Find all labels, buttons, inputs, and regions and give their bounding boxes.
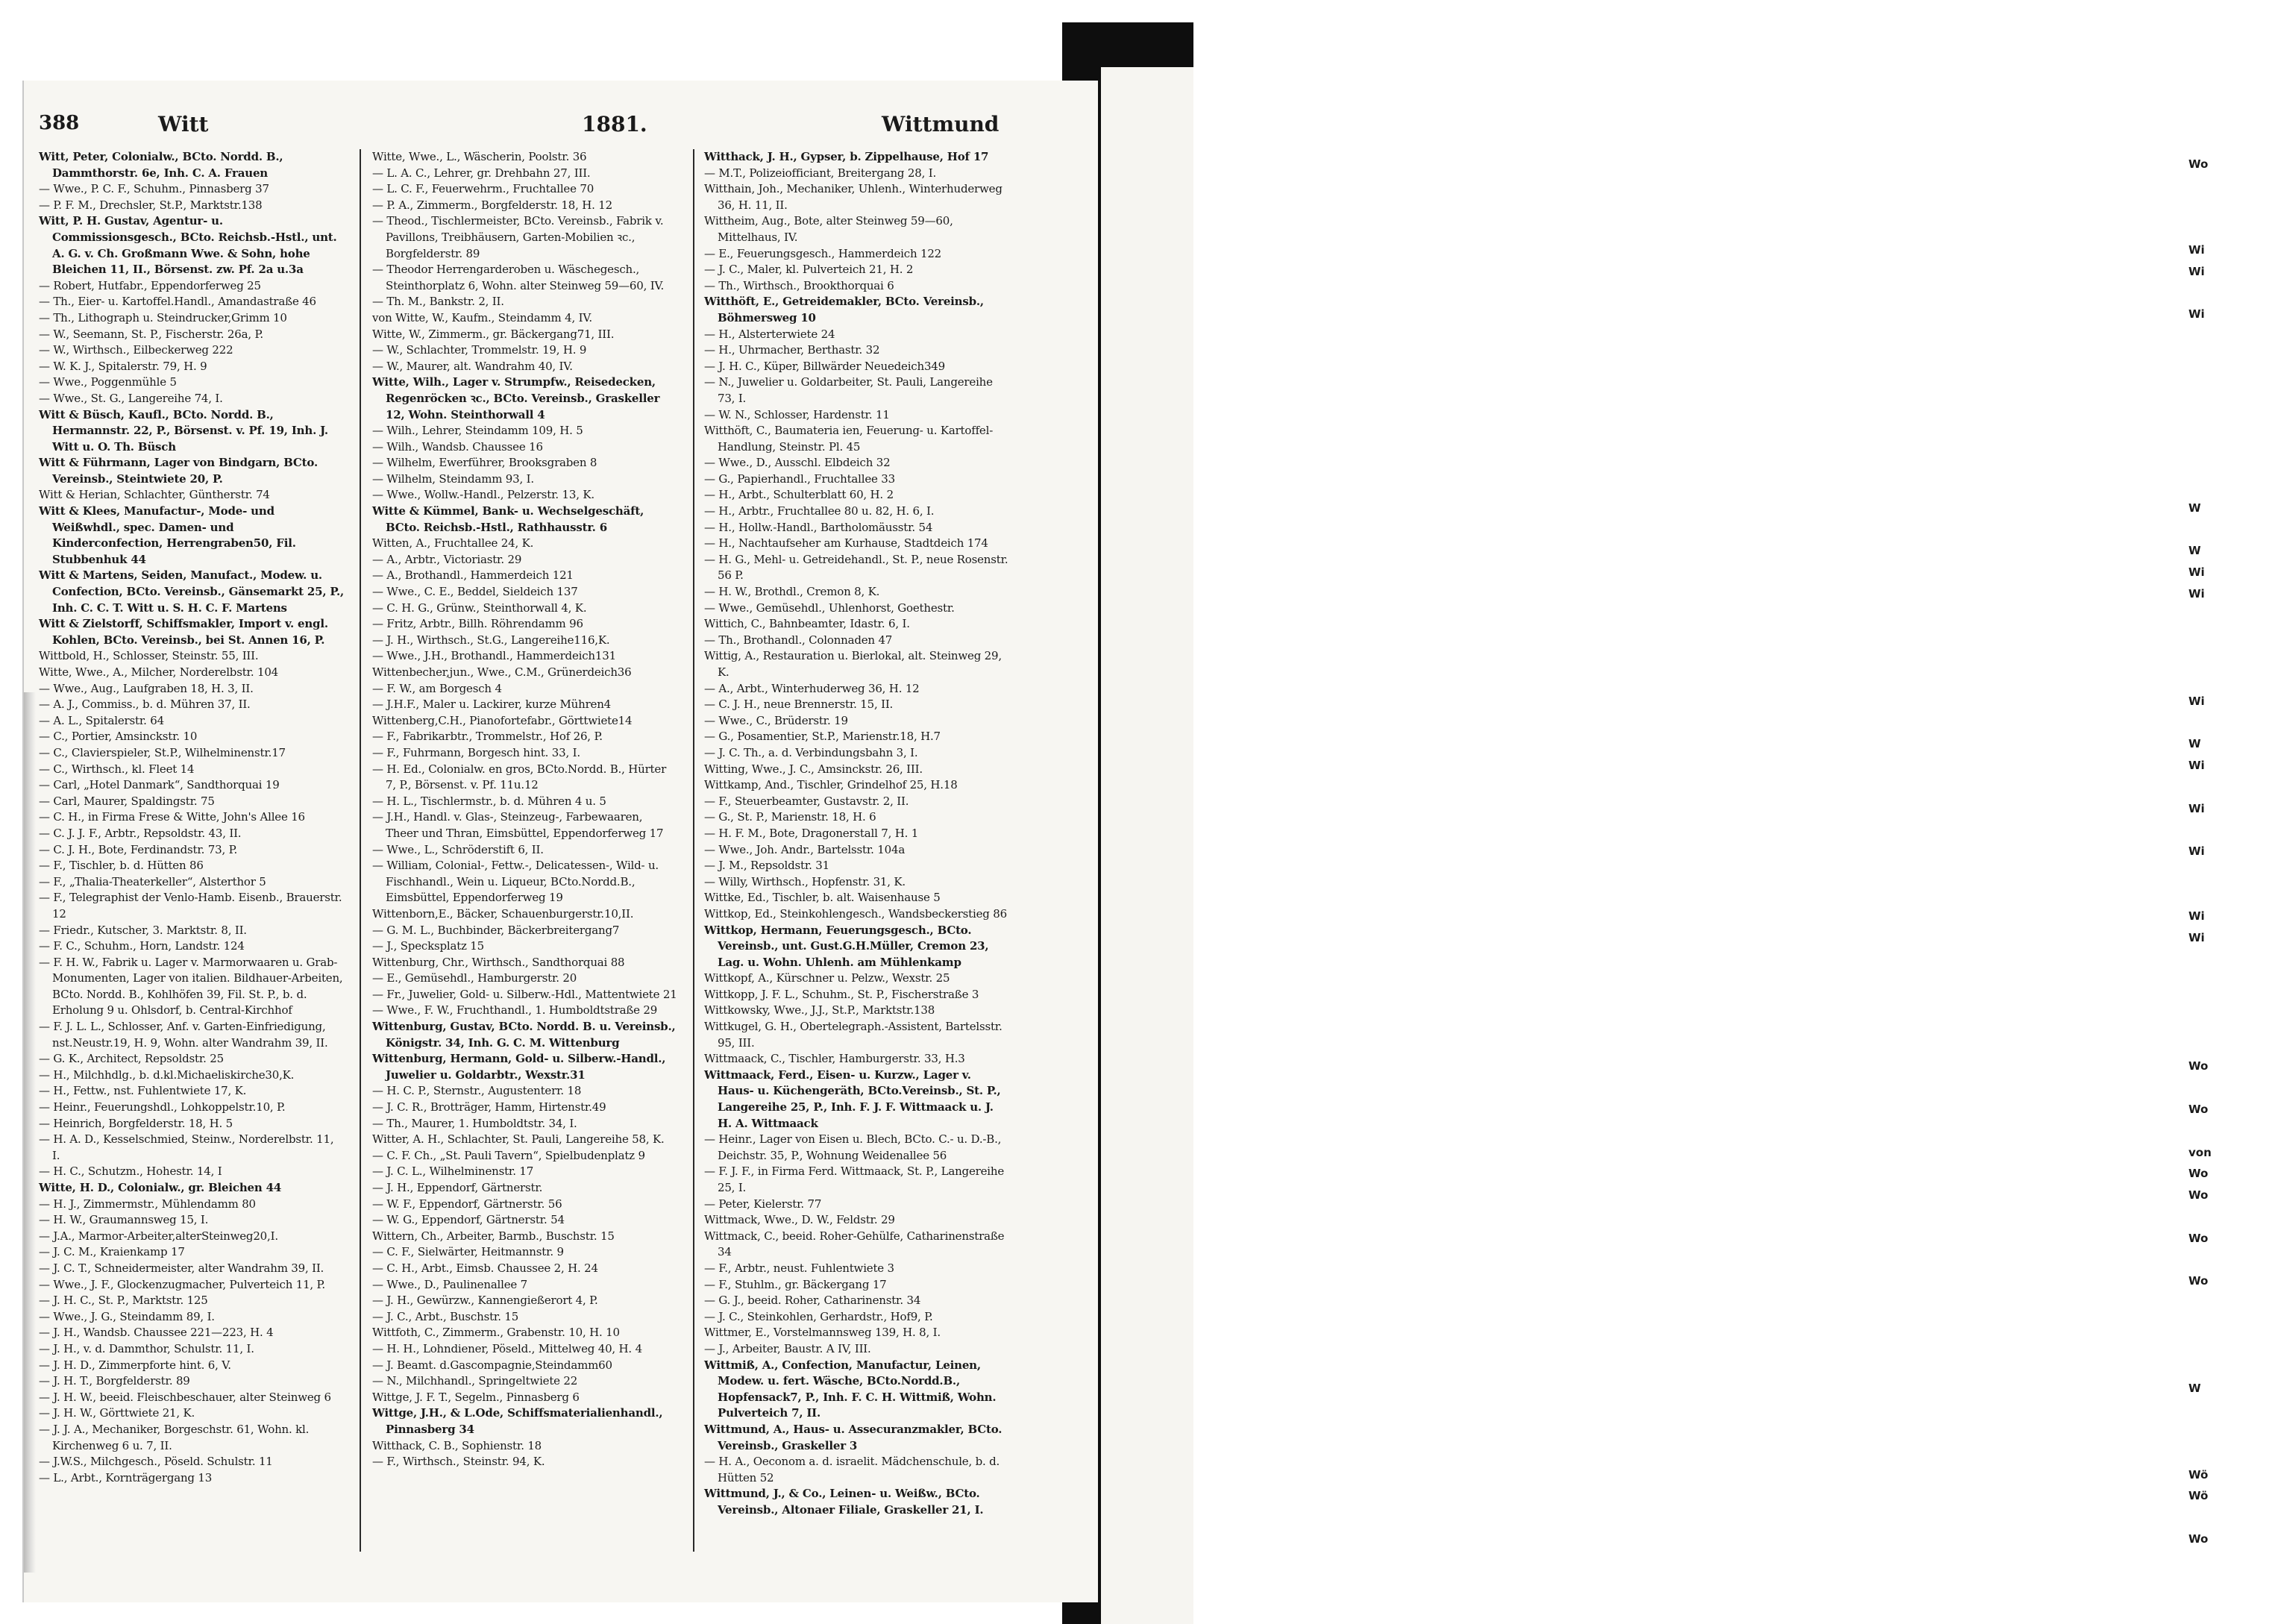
- adjacent-page-fragment: W: [2188, 737, 2201, 751]
- directory-entry: — J. H., v. d. Dammthor, Schulstr. 11, I.: [39, 1341, 254, 1355]
- directory-entry: — J. C., Arbt., Buschstr. 15: [372, 1309, 519, 1323]
- directory-entry: Wittmund, J., & Co., Leinen- u. Weißw., BCto. Vereinsb., Altonaer Filiale, Graskeller 21, I.: [704, 1487, 984, 1517]
- directory-column-1: [39, 149, 345, 1559]
- directory-entry: Wittfoth, C., Zimmerm., Grabenstr. 10, H. 10: [372, 1326, 620, 1340]
- directory-page: [22, 81, 1098, 1602]
- directory-entry: von Witte, W., Kaufm., Steindamm 4, IV.: [372, 310, 592, 325]
- directory-entry: — Heinr., Lager von Eisen u. Blech, BCto. C.- u. D.-B., Deichstr. 35, P., Wohnung Weidenallee 56: [704, 1132, 1002, 1162]
- adjacent-page-fragment: Wi: [2188, 586, 2205, 601]
- directory-entry: — F., Stuhlm., gr. Bäckergang 17: [704, 1277, 887, 1291]
- directory-entry: Witthain, Joh., Mechaniker, Uhlenh., Winterhuderweg 36, H. 11, II.: [704, 182, 1002, 212]
- directory-entry: Witte, Wwe., A., Milcher, Norderelbstr. 104: [39, 665, 279, 679]
- directory-entry: Witthöft, E., Getreidemakler, BCto. Vereinsb., Böhmersweg 10: [704, 295, 984, 325]
- directory-entry: — F. J. L. L., Schlosser, Anf. v. Garten-Einfriedigung, nst.Neustr.19, H. 9, Wohn. alter Wandrahm 39, II.: [39, 1020, 328, 1050]
- directory-entry: — G., Papierhandl., Fruchtallee 33: [704, 471, 895, 486]
- directory-entry: — J. C. R., Brotträger, Hamm, Hirtenstr.49: [372, 1100, 606, 1114]
- directory-entry: Wittbold, H., Schlosser, Steinstr. 55, III.: [39, 649, 259, 663]
- directory-entry: — Wilh., Lehrer, Steindamm 109, H. 5: [372, 424, 583, 438]
- directory-entry: — Th., Maurer, 1. Humboldtstr. 34, I.: [372, 1116, 577, 1130]
- directory-entry: — Carl, „Hotel Danmark“, Sandthorquai 19: [39, 778, 280, 792]
- directory-entry: Wittkop, Hermann, Feuerungsgesch., BCto. Vereinsb., unt. Gust.G.H.Müller, Cremon 23, Lag. u. Wohn. Uhlenh. am Mühlenkamp: [704, 923, 989, 969]
- directory-entry: — W. F., Eppendorf, Gärtnerstr. 56: [372, 1197, 562, 1211]
- directory-entry: Witt, Peter, Colonialw., BCto. Nordd. B., Dammthorstr. 6e, Inh. C. A. Frauen: [39, 150, 283, 180]
- directory-entry: — C. H. G., Grünw., Steinthorwall 4, K.: [372, 601, 587, 615]
- directory-entry: — Heinrich, Borgfelderstr. 18, H. 5: [39, 1116, 233, 1130]
- directory-entry: — H. L., Tischlermstr., b. d. Mühren 4 u. 5: [372, 794, 606, 808]
- directory-entry: — J. H. D., Zimmerpforte hint. 6, V.: [39, 1358, 231, 1372]
- adjacent-page-fragment: Wi: [2188, 264, 2205, 278]
- directory-entry: — F., Arbtr., neust. Fuhlentwiete 3: [704, 1261, 894, 1275]
- directory-entry: — Wwe., Aug., Laufgraben 18, H. 3, II.: [39, 681, 254, 695]
- directory-entry: — Wilh., Wandsb. Chaussee 16: [372, 439, 543, 454]
- directory-entry: — Carl, Maurer, Spaldingstr. 75: [39, 794, 215, 808]
- directory-entry: Wittkop, Ed., Steinkohlengesch., Wandsbeckerstieg 86: [704, 906, 1007, 921]
- binding-shadow: [24, 692, 36, 1573]
- directory-entry: — L., Arbt., Kornträgergang 13: [39, 1470, 213, 1485]
- adjacent-page-fragment: Wi: [2188, 243, 2205, 257]
- directory-entry: — C. H., Arbt., Eimsb. Chaussee 2, H. 24: [372, 1261, 598, 1275]
- directory-entry: Witter, A. H., Schlachter, St. Pauli, Langereihe 58, K.: [372, 1132, 665, 1147]
- directory-entry: Wittke, Ed., Tischler, b. alt. Waisenhause 5: [704, 891, 941, 905]
- directory-column-3: [704, 149, 1010, 1559]
- directory-entry: Witte & Kümmel, Bank- u. Wechselgeschäft, BCto. Reichsb.-Hstl., Rathhausstr. 6: [372, 504, 644, 534]
- directory-entry: — L. A. C., Lehrer, gr. Drehbahn 27, III.: [372, 166, 591, 180]
- directory-entry: — Th. M., Bankstr. 2, II.: [372, 295, 504, 309]
- directory-entry: Wittkopp, J. F. L., Schuhm., St. P., Fischerstraße 3: [704, 987, 979, 1001]
- directory-entry: Wittmaack, Ferd., Eisen- u. Kurzw., Lager v. Haus- u. Küchengeräth, BCto.Vereinsb., St. P., Langereihe 25, P., Inh. F. J. F. Wittmaack u. J. H. A. Wittmaack: [704, 1067, 1001, 1130]
- directory-entry: — J. M., Repsoldstr. 31: [704, 859, 829, 873]
- directory-entry: — J.H., Handl. v. Glas-, Steinzeug-, Farbewaaren, Theer und Thran, Eimsbüttel, Eppendorferweg 17: [372, 810, 664, 840]
- directory-entry: — H. J., Zimmermstr., Mühlendamm 80: [39, 1197, 256, 1211]
- directory-column-2: [372, 149, 678, 1559]
- directory-entry: — H., Fettw., nst. Fuhlentwiete 17, K.: [39, 1084, 247, 1098]
- directory-entry: — G., Posamentier, St.P., Marienstr.18, H.7: [704, 730, 941, 744]
- directory-entry: — N., Milchhandl., Springeltwiete 22: [372, 1374, 578, 1388]
- directory-entry: — Wwe., L., Schröderstift 6, II.: [372, 842, 544, 856]
- directory-entry: — Wwe., Poggenmühle 5: [39, 375, 177, 389]
- directory-entry: — J. C., Steinkohlen, Gerhardstr., Hof9, P.: [704, 1309, 933, 1323]
- directory-entry: — J. C. M., Kraienkamp 17: [39, 1245, 185, 1259]
- adjacent-page-fragment: Wi: [2188, 565, 2205, 579]
- directory-entry: — F. W., am Borgesch 4: [372, 681, 502, 695]
- directory-entry: — H. F. M., Bote, Dragonerstall 7, H. 1: [704, 826, 919, 840]
- directory-entry: — J. Beamt. d.Gascompagnie,Steindamm60: [372, 1358, 612, 1372]
- directory-entry: — Th., Eier- u. Kartoffel.Handl., Amandastraße 46: [39, 295, 316, 309]
- directory-entry: — H. C. P., Sternstr., Augustenterr. 18: [372, 1084, 582, 1098]
- directory-entry: — H. Ed., Colonialw. en gros, BCto.Nordd. B., Hürter 7, P., Börsenst. v. Pf. 11u.12: [372, 762, 667, 792]
- directory-entry: Wittmund, A., Haus- u. Assecuranzmakler, BCto. Vereinsb., Graskeller 3: [704, 1422, 1002, 1452]
- directory-entry: Wittmer, E., Vorstelmannsweg 139, H. 8, I.: [704, 1326, 941, 1340]
- directory-entry: — N., Juwelier u. Goldarbeiter, St. Pauli, Langereihe 73, I.: [704, 375, 993, 405]
- directory-entry: Wittmack, C., beeid. Roher-Gehülfe, Catharinenstraße 34: [704, 1229, 1005, 1259]
- adjacent-page-fragment: Wi: [2188, 759, 2205, 773]
- directory-entry: — W. G., Eppendorf, Gärtnerstr. 54: [372, 1213, 565, 1227]
- directory-entry: — F. H. W., Fabrik u. Lager v. Marmorwaaren u. Grab-Monumenten, Lager von italien. Bildhauer-Arbeiten, BCto. Nordd. B., Kohlhöfen 39, Fil. St. P., b. d. Erholung 9 u. Ohlsdorf, b. Central-Kirchhof: [39, 955, 343, 1018]
- adjacent-page-strip: [1101, 67, 2212, 1624]
- directory-entry: — F., Fabrikarbtr., Trommelstr., Hof 26, P.: [372, 730, 603, 744]
- directory-entry: Wittern, Ch., Arbeiter, Barmb., Buschstr. 15: [372, 1229, 615, 1243]
- directory-entry: — J. H. C., Küper, Billwärder Neuedeich349: [704, 359, 945, 373]
- directory-entry: — C. F. Ch., „St. Pauli Tavern“, Spielbudenplatz 9: [372, 1148, 645, 1162]
- directory-entry: — F., Telegraphist der Venlo-Hamb. Eisenb., Brauerstr. 12: [39, 891, 342, 921]
- directory-entry: — F. J. F., in Firma Ferd. Wittmaack, St. P., Langereihe 25, I.: [704, 1164, 1005, 1194]
- directory-entry: — H., Arbtr., Fruchtallee 80 u. 82, H. 6, I.: [704, 504, 935, 518]
- directory-entry: — J. H., Eppendorf, Gärtnerstr.: [372, 1181, 543, 1194]
- directory-entry: — M.T., Polizeiofficiant, Breitergang 28, I.: [704, 166, 937, 180]
- adjacent-page-fragment: Wo: [2188, 1103, 2209, 1116]
- running-head-right: Wittmund: [882, 112, 1000, 137]
- directory-entry: — J. H., Gewürzw., Kannengießerort 4, P.: [372, 1294, 598, 1308]
- directory-entry: — G. M. L., Buchbinder, Bäckerbreitergang7: [372, 923, 620, 937]
- directory-entry: Witt & Büsch, Kaufl., BCto. Nordd. B., Hermannstr. 22, P., Börsenst. v. Pf. 19, Inh. J. Witt u. O. Th. Büsch: [39, 407, 328, 454]
- directory-entry: Wittmaack, C., Tischler, Hamburgerstr. 33, H.3: [704, 1052, 965, 1066]
- directory-entry: — Wwe., Gemüsehdl., Uhlenhorst, Goethestr.: [704, 601, 955, 615]
- directory-entry: — Theodor Herrengarderoben u. Wäschegesch., Steinthorplatz 6, Wohn. alter Steinweg 59—60, IV.: [372, 263, 665, 292]
- directory-entry: Wittge, J. F. T., Segelm., Pinnasberg 6: [372, 1390, 580, 1404]
- directory-entry: — C., Portier, Amsinckstr. 10: [39, 730, 198, 744]
- directory-entry: — Wwe., J.H., Brothandl., Hammerdeich131: [372, 649, 616, 663]
- adjacent-page-fragment: Wö: [2188, 1489, 2209, 1503]
- directory-entry: — Wwe., Wollw.-Handl., Pelzerstr. 13, K.: [372, 488, 594, 502]
- directory-entry: — W., Schlachter, Trommelstr. 19, H. 9: [372, 343, 587, 357]
- directory-entry: — W., Maurer, alt. Wandrahm 40, IV.: [372, 359, 573, 373]
- directory-entry: — J. C. L., Wilhelminenstr. 17: [372, 1164, 534, 1179]
- directory-entry: — A. J., Commiss., b. d. Mühren 37, II.: [39, 697, 251, 712]
- directory-entry: — J. H. W., Görttwiete 21, K.: [39, 1406, 195, 1420]
- adjacent-page-fragment: Wo: [2188, 1188, 2209, 1203]
- directory-entry: — Wwe., P. C. F., Schuhm., Pinnasberg 37: [39, 182, 269, 196]
- directory-entry: — J. H., Wirthsch., St.G., Langereihe116,K.: [372, 633, 610, 647]
- directory-entry: — F., Wirthsch., Steinstr. 94, K.: [372, 1455, 545, 1469]
- directory-entry: — F., Fuhrmann, Borgesch hint. 33, I.: [372, 745, 580, 759]
- directory-entry: — Th., Lithograph u. Steindrucker,Grimm 10: [39, 310, 287, 325]
- page-header: [39, 112, 1064, 142]
- directory-entry: — J. C. T., Schneidermeister, alter Wandrahm 39, II.: [39, 1261, 324, 1275]
- directory-entry: — Wwe., St. G., Langereihe 74, I.: [39, 391, 223, 405]
- directory-entry: — H., Arbt., Schulterblatt 60, H. 2: [704, 488, 894, 502]
- directory-entry: — J. C., Maler, kl. Pulverteich 21, H. 2: [704, 263, 914, 277]
- directory-entry: — C. F., Sielwärter, Heitmannstr. 9: [372, 1245, 564, 1259]
- directory-entry: Witthöft, C., Baumateria ien, Feuerung- u. Kartoffel-Handlung, Steinstr. Pl. 45: [704, 424, 994, 454]
- directory-entry: — A., Arbt., Winterhuderweg 36, H. 12: [704, 681, 920, 695]
- directory-entry: — J.H.F., Maler u. Lackirer, kurze Mühren4: [372, 697, 612, 712]
- directory-entry: — C., Wirthsch., kl. Fleet 14: [39, 762, 195, 776]
- directory-entry: Witten, A., Fruchtallee 24, K.: [372, 536, 534, 551]
- directory-entry: — W. N., Schlosser, Hardenstr. 11: [704, 407, 890, 421]
- directory-entry: Wittenbecher,jun., Wwe., C.M., Grünerdeich36: [372, 665, 632, 679]
- directory-entry: Wittenborn,E., Bäcker, Schauenburgerstr.10,II.: [372, 906, 634, 921]
- adjacent-page-fragment: Wo: [2188, 157, 2209, 171]
- directory-entry: — F., Tischler, b. d. Hütten 86: [39, 859, 204, 873]
- directory-entry: — Willy, Wirthsch., Hopfenstr. 31, K.: [704, 874, 906, 888]
- directory-entry: — H. A., Oeconom a. d. israelit. Mädchenschule, b. d. Hütten 52: [704, 1455, 1000, 1485]
- directory-entry: — J. H. W., beeid. Fleischbeschauer, alter Steinweg 6: [39, 1390, 331, 1404]
- directory-entry: — J., Arbeiter, Baustr. A IV, III.: [704, 1341, 871, 1355]
- directory-entry: Wittkowsky, Wwe., J.J., St.P., Marktstr.138: [704, 1003, 935, 1018]
- directory-entry: — Wilhelm, Ewerführer, Brooksgraben 8: [372, 456, 597, 470]
- directory-entry: — Fr., Juwelier, Gold- u. Silberw.-Hdl., Mattentwiete 21: [372, 987, 677, 1001]
- directory-entry: — H. H., Lohndiener, Pöseld., Mittelweg 40, H. 4: [372, 1341, 642, 1355]
- directory-entry: — H., Uhrmacher, Berthastr. 32: [704, 343, 880, 357]
- directory-entry: Witthack, C. B., Sophienstr. 18: [372, 1438, 542, 1452]
- column-divider: [360, 149, 361, 1552]
- directory-entry: — A., Brothandl., Hammerdeich 121: [372, 568, 574, 583]
- adjacent-page-fragment: Wi: [2188, 801, 2205, 815]
- adjacent-page-fragment: Wi: [2188, 694, 2205, 708]
- directory-entry: Witte, Wilh., Lager v. Strumpfw., Reisedecken, Regenröcken ꝛc., BCto. Vereinsb., Graskeller 12, Wohn. Steinthorwall 4: [372, 375, 660, 421]
- directory-entry: — H. W., Graumannsweg 15, I.: [39, 1213, 209, 1227]
- directory-entry: Wittich, C., Bahnbeamter, Idastr. 6, I.: [704, 617, 910, 631]
- directory-entry: — Wwe., D., Paulinenallee 7: [372, 1277, 528, 1291]
- directory-entry: — Wwe., J. F., Glockenzugmacher, Pulverteich 11, P.: [39, 1277, 325, 1291]
- directory-entry: — G. J., beeid. Roher, Catharinenstr. 34: [704, 1294, 921, 1308]
- directory-entry: — J. H. C., St. P., Marktstr. 125: [39, 1294, 208, 1308]
- adjacent-page-fragment: Wo: [2188, 1532, 2209, 1546]
- directory-entry: — H. C., Schutzm., Hohestr. 14, I: [39, 1164, 222, 1179]
- directory-entry: Wittenberg,C.H., Pianofortefabr., Görttwiete14: [372, 713, 633, 727]
- directory-entry: — F., Steuerbeamter, Gustavstr. 2, II.: [704, 794, 909, 808]
- directory-entry: — G., St. P., Marienstr. 18, H. 6: [704, 810, 876, 824]
- directory-entry: Wittge, J.H., & L.Ode, Schiffsmaterialienhandl., Pinnasberg 34: [372, 1406, 663, 1436]
- directory-entry: — E., Gemüsehdl., Hamburgerstr. 20: [372, 971, 577, 985]
- directory-entry: — L. C. F., Feuerwehrm., Fruchtallee 70: [372, 182, 594, 196]
- directory-entry: — William, Colonial-, Fettw.-, Delicatessen-, Wild- u. Fischhandl., Wein u. Liqueur, BCto.Nordd.B., Eimsbüttel, Eppendorferweg 19: [372, 859, 659, 905]
- directory-entry: — W., Wirthsch., Eilbeckerweg 222: [39, 343, 233, 357]
- directory-entry: Witting, Wwe., J. C., Amsinckstr. 26, III.: [704, 762, 923, 776]
- directory-entry: — Wwe., D., Ausschl. Elbdeich 32: [704, 456, 891, 470]
- adjacent-page-fragment: Wo: [2188, 1167, 2209, 1181]
- directory-entry: — C. J. J. F., Arbtr., Repsoldstr. 43, II.: [39, 826, 242, 840]
- directory-entry: — Wwe., J. G., Steindamm 89, I.: [39, 1309, 215, 1323]
- directory-entry: — H. W., Brothdl., Cremon 8, K.: [704, 585, 880, 599]
- directory-entry: — Heinr., Feuerungshdl., Lohkoppelstr.10, P.: [39, 1100, 286, 1114]
- directory-entry: — J., Specksplatz 15: [372, 939, 484, 953]
- directory-entry: — E., Feuerungsgesch., Hammerdeich 122: [704, 246, 942, 260]
- directory-entry: — Wwe., Joh. Andr., Bartelsstr. 104a: [704, 842, 906, 856]
- directory-entry: Witte, W., Zimmerm., gr. Bäckergang71, III.: [372, 327, 615, 341]
- directory-entry: Wittmack, Wwe., D. W., Feldstr. 29: [704, 1213, 895, 1227]
- edition-year: 1881.: [582, 112, 647, 137]
- directory-entry: — A. L., Spitalerstr. 64: [39, 713, 164, 727]
- directory-entry: Witte, Wwe., L., Wäscherin, Poolstr. 36: [372, 150, 587, 163]
- directory-entry: — Wwe., C., Brüderstr. 19: [704, 713, 848, 727]
- directory-entry: Witte, H. D., Colonialw., gr. Bleichen 44: [39, 1181, 282, 1194]
- adjacent-page-fragment: Wi: [2188, 930, 2205, 944]
- directory-entry: — C. J. H., Bote, Ferdinandstr. 73, P.: [39, 842, 238, 856]
- running-head-left: Witt: [158, 112, 209, 137]
- directory-entry: — H., Milchhdlg., b. d.kl.Michaeliskirche30,K.: [39, 1067, 295, 1082]
- page-number: 388: [39, 112, 80, 134]
- directory-entry: Wittkugel, G. H., Obertelegraph.-Assistent, Bartelsstr. 95, III.: [704, 1020, 1002, 1050]
- directory-entry: Witthack, J. H., Gypser, b. Zippelhause, Hof 17: [704, 150, 989, 163]
- directory-entry: — Wwe., C. E., Beddel, Sieldeich 137: [372, 585, 578, 599]
- directory-entry: Witt & Herian, Schlachter, Güntherstr. 74: [39, 488, 270, 502]
- directory-entry: — C. H., in Firma Frese & Witte, John's Allee 16: [39, 810, 305, 824]
- directory-entry: — H., Alsterterwiete 24: [704, 327, 835, 341]
- directory-entry: — G. K., Architect, Repsoldstr. 25: [39, 1052, 224, 1066]
- column-divider: [693, 149, 694, 1552]
- directory-entry: Witt, P. H. Gustav, Agentur- u. Commissionsgesch., BCto. Reichsb.-Hstl., unt. A. G. v. Ch. Großmann Wwe. & Sohn, hohe Bleichen 11, II., Börsenst. zw. Pf. 2a u.3a: [39, 214, 337, 277]
- directory-entry: — J. H., Wandsb. Chaussee 221—223, H. 4: [39, 1326, 274, 1340]
- adjacent-page-fragments: [2188, 136, 2278, 1553]
- adjacent-page-fragment: W: [2188, 1382, 2201, 1396]
- directory-entry: — J. H. T., Borgfelderstr. 89: [39, 1374, 190, 1388]
- adjacent-page-fragment: Wö: [2188, 1467, 2209, 1482]
- directory-entry: — P. F. M., Drechsler, St.P., Marktstr.138: [39, 198, 263, 212]
- adjacent-page-fragment: W: [2188, 544, 2201, 558]
- adjacent-page-fragment: Wo: [2188, 1231, 2209, 1245]
- directory-entry: — A., Arbtr., Victoriastr. 29: [372, 552, 522, 566]
- directory-entry: — W. K. J., Spitalerstr. 79, H. 9: [39, 359, 207, 373]
- directory-entry: — Theod., Tischlermeister, BCto. Vereinsb., Fabrik v. Pavillons, Treibhäusern, Garten-Mobilien ꝛc., Borgfelderstr. 89: [372, 214, 664, 260]
- directory-entry: Witt & Klees, Manufactur-, Mode- und Weißwhdl., spec. Damen- und Kinderconfection, Herrengraben50, Fil. Stubbenhuk 44: [39, 504, 296, 566]
- adjacent-page-fragment: Wi: [2188, 909, 2205, 923]
- directory-entry: — J.W.S., Milchgesch., Pöseld. Schulstr. 11: [39, 1455, 273, 1469]
- directory-entry: — Th., Brothandl., Colonnaden 47: [704, 633, 893, 647]
- directory-entry: — C., Clavierspieler, St.P., Wilhelminenstr.17: [39, 745, 286, 759]
- directory-entry: Wittig, A., Restauration u. Bierlokal, alt. Steinweg 29, K.: [704, 649, 1002, 679]
- directory-entry: — H., Hollw.-Handl., Bartholomäusstr. 54: [704, 520, 933, 534]
- directory-entry: — Peter, Kielerstr. 77: [704, 1197, 822, 1211]
- directory-entry: — Wilhelm, Steindamm 93, I.: [372, 471, 534, 486]
- adjacent-page-fragment: Wo: [2188, 1274, 2209, 1288]
- directory-entry: — W., Seemann, St. P., Fischerstr. 26a, P.: [39, 327, 263, 341]
- directory-entry: Witt & Zielstorff, Schiffsmakler, Import v. engl. Kohlen, BCto. Vereinsb., bei St. Annen 16, P.: [39, 617, 328, 647]
- directory-entry: Wittheim, Aug., Bote, alter Steinweg 59—60, Mittelhaus, IV.: [704, 214, 953, 244]
- directory-entry: — H., Nachtaufseher am Kurhause, Stadtdeich 174: [704, 536, 988, 551]
- directory-entry: — Wwe., F. W., Fruchthandl., 1. Humboldtstraße 29: [372, 1003, 658, 1018]
- directory-entry: Witt & Führmann, Lager von Bindgarn, BCto. Vereinsb., Steintwiete 20, P.: [39, 456, 318, 486]
- directory-entry: — Friedr., Kutscher, 3. Marktstr. 8, II.: [39, 923, 247, 937]
- directory-entry: — H. G., Mehl- u. Getreidehandl., St. P., neue Rosenstr. 56 P.: [704, 552, 1008, 583]
- directory-entry: Witt & Martens, Seiden, Manufact., Modew. u. Confection, BCto. Vereinsb., Gänsemarkt 25, P., Inh. C. C. T. Witt u. S. H. C. F. Martens: [39, 568, 345, 615]
- directory-entry: — J. J. A., Mechaniker, Borgeschstr. 61, Wohn. kl. Kirchenweg 6 u. 7, II.: [39, 1422, 310, 1452]
- adjacent-page-fragment: Wo: [2188, 1059, 2209, 1073]
- directory-entry: Wittmiß, A., Confection, Manufactur, Leinen, Modew. u. fert. Wäsche, BCto.Nordd.B., Hopfensack7, P., Inh. F. C. H. Wittmiß, Wohn. Pulverteich 7, II.: [704, 1358, 997, 1420]
- directory-entry: — C. J. H., neue Brennerstr. 15, II.: [704, 697, 894, 712]
- adjacent-page-fragment: von: [2188, 1145, 2212, 1159]
- directory-entry: — J. C. Th., a. d. Verbindungsbahn 3, I.: [704, 745, 918, 759]
- directory-entry: Wittenburg, Hermann, Gold- u. Silberw.-Handl., Juwelier u. Goldarbtr., Wexstr.31: [372, 1052, 666, 1082]
- directory-entry: Wittenburg, Chr., Wirthsch., Sandthorquai 88: [372, 955, 625, 969]
- adjacent-page-fragment: Wi: [2188, 844, 2205, 859]
- directory-entry: — F. C., Schuhm., Horn, Landstr. 124: [39, 939, 245, 953]
- directory-entry: Wittkamp, And., Tischler, Grindelhof 25, H.18: [704, 778, 958, 792]
- directory-entry: — F., „Thalia-Theaterkeller“, Alsterthor 5: [39, 874, 266, 888]
- directory-entry: — J.A., Marmor-Arbeiter,alterSteinweg20,I.: [39, 1229, 278, 1243]
- adjacent-page-fragment: W: [2188, 501, 2201, 515]
- directory-entry: — Fritz, Arbtr., Billh. Röhrendamm 96: [372, 617, 583, 631]
- directory-entry: — H. A. D., Kesselschmied, Steinw., Norderelbstr. 11, I.: [39, 1132, 334, 1162]
- directory-entry: — P. A., Zimmerm., Borgfelderstr. 18, H. 12: [372, 198, 612, 212]
- adjacent-page-fragment: Wi: [2188, 307, 2205, 322]
- directory-entry: — Th., Wirthsch., Brookthorquai 6: [704, 278, 894, 292]
- directory-entry: Wittenburg, Gustav, BCto. Nordd. B. u. Vereinsb., Königstr. 34, Inh. G. C. M. Wittenburg: [372, 1020, 676, 1050]
- directory-entry: — Robert, Hutfabr., Eppendorferweg 25: [39, 278, 261, 292]
- directory-entry: Wittkopf, A., Kürschner u. Pelzw., Wexstr. 25: [704, 971, 950, 985]
